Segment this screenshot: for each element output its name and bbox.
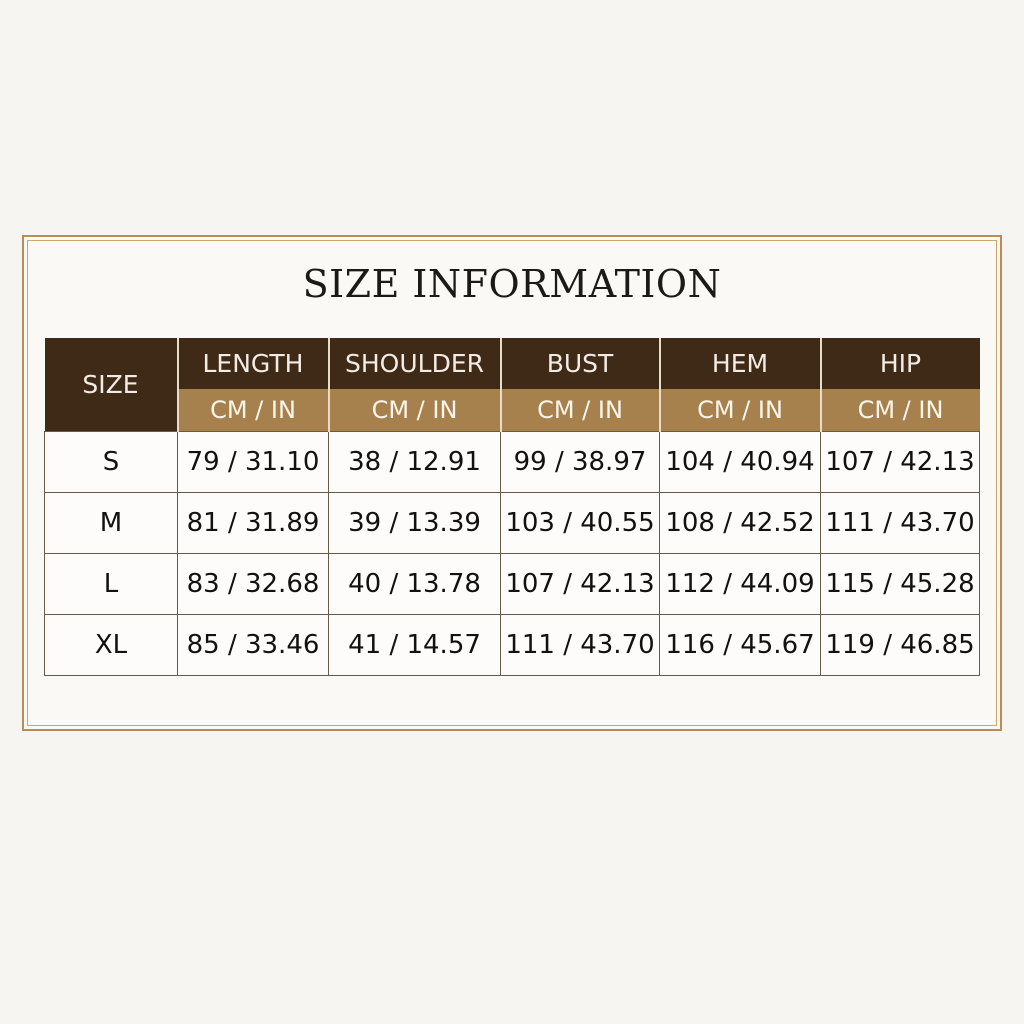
measurement-cell: 81 / 31.89 bbox=[178, 493, 329, 554]
size-table bbox=[44, 338, 980, 676]
column-header-bust: BUST bbox=[501, 338, 660, 389]
column-header-hip: HIP bbox=[821, 338, 980, 389]
measurement-cell: 39 / 13.39 bbox=[329, 493, 501, 554]
measurement-cell: 107 / 42.13 bbox=[821, 432, 980, 493]
unit-label: CM / IN bbox=[660, 389, 821, 432]
table-row bbox=[45, 615, 980, 676]
size-cell: XL bbox=[45, 615, 178, 676]
measurement-cell: 104 / 40.94 bbox=[660, 432, 821, 493]
size-header: SIZE bbox=[45, 338, 178, 432]
chart-title: SIZE INFORMATION bbox=[302, 262, 722, 306]
size-cell: L bbox=[45, 554, 178, 615]
measurement-cell: 40 / 13.78 bbox=[329, 554, 501, 615]
measurement-cell: 107 / 42.13 bbox=[501, 554, 660, 615]
measurement-cell: 119 / 46.85 bbox=[821, 615, 980, 676]
table-row bbox=[45, 432, 980, 493]
measurement-cell: 99 / 38.97 bbox=[501, 432, 660, 493]
size-cell: S bbox=[45, 432, 178, 493]
measurement-cell: 41 / 14.57 bbox=[329, 615, 501, 676]
size-cell: M bbox=[45, 493, 178, 554]
measurement-cell: 79 / 31.10 bbox=[178, 432, 329, 493]
column-header-hem: HEM bbox=[660, 338, 821, 389]
measurement-cell: 103 / 40.55 bbox=[501, 493, 660, 554]
measurement-cell: 108 / 42.52 bbox=[660, 493, 821, 554]
table-row bbox=[45, 493, 980, 554]
measurement-cell: 83 / 32.68 bbox=[178, 554, 329, 615]
column-header-shoulder: SHOULDER bbox=[329, 338, 501, 389]
column-header-length: LENGTH bbox=[178, 338, 329, 389]
measurement-cell: 116 / 45.67 bbox=[660, 615, 821, 676]
unit-label: CM / IN bbox=[178, 389, 329, 432]
table-row bbox=[45, 554, 980, 615]
measurement-cell: 112 / 44.09 bbox=[660, 554, 821, 615]
measurement-cell: 111 / 43.70 bbox=[821, 493, 980, 554]
measurement-cell: 85 / 33.46 bbox=[178, 615, 329, 676]
unit-label: CM / IN bbox=[821, 389, 980, 432]
unit-label: CM / IN bbox=[329, 389, 501, 432]
measurement-cell: 111 / 43.70 bbox=[501, 615, 660, 676]
header-row bbox=[45, 338, 980, 389]
measurement-cell: 38 / 12.91 bbox=[329, 432, 501, 493]
unit-label: CM / IN bbox=[501, 389, 660, 432]
unit-row bbox=[45, 389, 980, 432]
measurement-cell: 115 / 45.28 bbox=[821, 554, 980, 615]
